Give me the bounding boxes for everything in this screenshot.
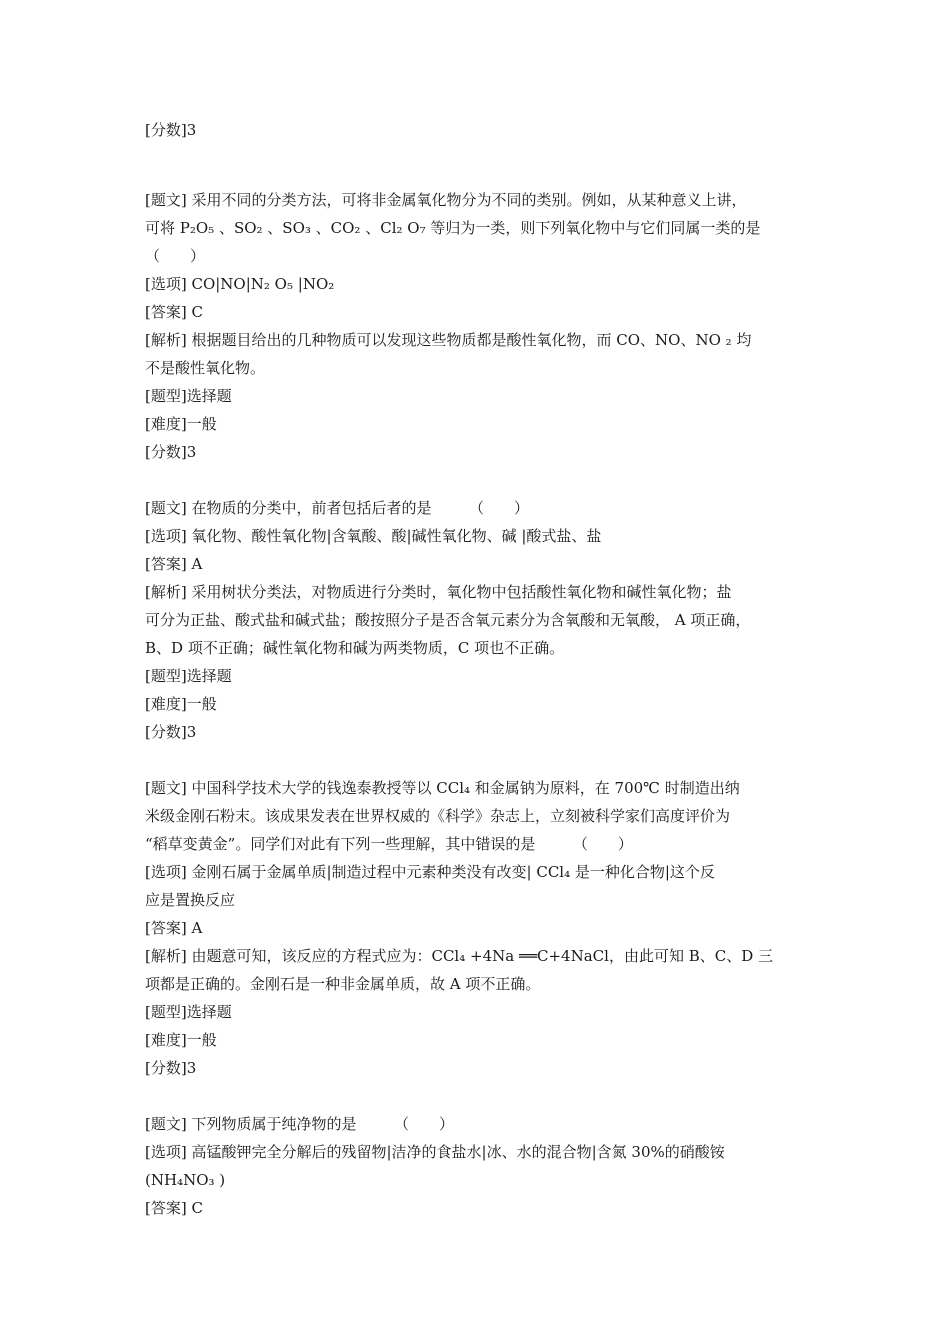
answer-line: [答案] A — [145, 919, 203, 937]
answer-line: [答案] A — [145, 555, 203, 573]
answer-line: [答案] C — [145, 303, 203, 321]
question-type-line: [题型]选择题 — [145, 1003, 232, 1021]
question-text-line: “稻草变黄金”。同学们对此有下列一些理解，其中错误的是 （ ） — [145, 835, 633, 853]
analysis-line: [解析] 采用树状分类法，对物质进行分类时，氧化物中包括酸性氧化物和碱性氧化物；盐 — [145, 583, 732, 601]
options-line: 应是置换反应 — [145, 891, 236, 909]
analysis-line: [解析] 根据题目给出的几种物质可以发现这些物质都是酸性氧化物，而 CO、NO、NO ₂ 均 — [145, 331, 752, 349]
block-spacer — [145, 144, 815, 172]
question-text-line: [题文] 下列物质属于纯净物的是 （ ） — [145, 1115, 454, 1133]
question-block-0 — [145, 116, 815, 144]
options-line: [选项] 高锰酸钾完全分解后的残留物|洁净的食盐水|冰、水的混合物|含氮 30%的硝酸铵 — [145, 1143, 725, 1161]
difficulty-line: [难度]一般 — [145, 415, 217, 433]
analysis-line: [解析] 由题意可知，该反应的方程式应为：CCl₄ +4Na ══C+4NaCl，由此可知 B、C、D 三 — [145, 947, 774, 965]
question-text-line: [题文] 中国科学技术大学的钱逸泰教授等以 CCl₄ 和金属钠为原料，在 700℃ 时制造出纳 — [145, 779, 740, 797]
answer-line: [答案] C — [145, 1199, 203, 1217]
score-line: [分数]3 — [145, 121, 197, 139]
analysis-line: 可分为正盐、酸式盐和碱式盐；酸按照分子是否含氧元素分为含氧酸和无氧酸， A 项正确， — [145, 611, 751, 629]
analysis-line: 不是酸性氧化物。 — [145, 359, 266, 377]
question-text-line: 米级金刚石粉末。该成果发表在世界权威的《科学》杂志上，立刻被科学家们高度评价为 — [145, 807, 731, 825]
question-text-line: [题文] 在物质的分类中，前者包括后者的是 （ ） — [145, 499, 529, 517]
options-line: [选项] CO|NO|N₂ O₅ |NO₂ — [145, 275, 335, 293]
question-text-line: [题文] 采用不同的分类方法，可将非金属氧化物分为不同的类别。例如，从某种意义上讲， — [145, 191, 747, 209]
question-block-2 — [145, 494, 815, 746]
block-spacer — [145, 1082, 815, 1110]
document-page — [145, 116, 815, 1222]
score-line: [分数]3 — [145, 443, 197, 461]
question-block-4 — [145, 1110, 815, 1222]
analysis-line: 项都是正确的。金刚石是一种非金属单质，故 A 项不正确。 — [145, 975, 541, 993]
block-spacer — [145, 746, 815, 774]
analysis-line: B、D 项不正确；碱性氧化物和碱为两类物质，C 项也不正确。 — [145, 639, 565, 657]
question-block-1 — [145, 186, 815, 466]
score-line: [分数]3 — [145, 723, 197, 741]
difficulty-line: [难度]一般 — [145, 1031, 217, 1049]
score-line: [分数]3 — [145, 1059, 197, 1077]
options-line: [选项] 金刚石属于金属单质|制造过程中元素种类没有改变| CCl₄ 是一种化合物|这个反 — [145, 863, 715, 881]
block-spacer — [145, 172, 815, 186]
block-spacer — [145, 466, 815, 494]
question-block-3 — [145, 774, 815, 1082]
difficulty-line: [难度]一般 — [145, 695, 217, 713]
question-type-line: [题型]选择题 — [145, 387, 232, 405]
question-text-line: 可将 P₂O₅ 、SO₂ 、SO₃ 、CO₂ 、Cl₂ O₇ 等归为一类，则下列氧化物中与它们同属一类的是 — [145, 219, 761, 237]
question-type-line: [题型]选择题 — [145, 667, 232, 685]
options-line: [选项] 氧化物、酸性氧化物|含氧酸、酸|碱性氧化物、碱 |酸式盐、盐 — [145, 527, 602, 545]
question-text-line: （ ） — [145, 247, 206, 265]
options-line: (NH₄NO₃ ) — [145, 1171, 226, 1189]
